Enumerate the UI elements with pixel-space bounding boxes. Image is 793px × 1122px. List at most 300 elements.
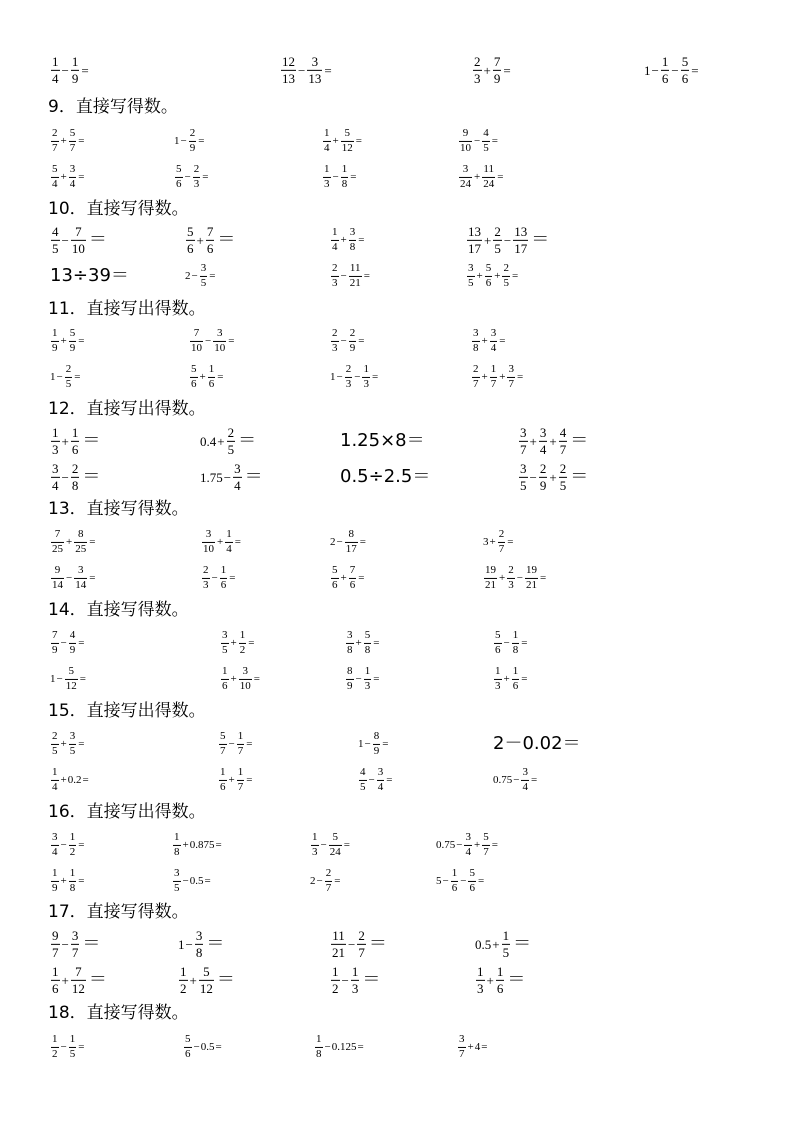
fraction xyxy=(473,55,482,85)
equals-sign: = xyxy=(521,636,528,649)
numerator: 7 xyxy=(75,963,82,979)
denominator: 2 xyxy=(180,980,187,996)
numerator: 1 xyxy=(52,1032,58,1045)
math-expression xyxy=(50,965,107,995)
denominator: 8 xyxy=(174,845,180,858)
fraction xyxy=(189,128,197,154)
math-expression xyxy=(50,462,100,492)
numerator: 3 xyxy=(77,563,84,576)
numerator: 1 xyxy=(52,326,58,339)
minus-sign: − xyxy=(336,370,343,383)
equals-sign: ＝ xyxy=(513,933,532,954)
fraction xyxy=(51,529,64,555)
numerator: 7 xyxy=(75,223,82,239)
numerator: 5 xyxy=(483,830,489,843)
denominator: 3 xyxy=(312,845,318,858)
denominator: 5 xyxy=(360,780,366,793)
fraction xyxy=(494,630,502,656)
fraction xyxy=(331,965,340,995)
math-expression xyxy=(330,529,367,555)
fraction xyxy=(51,767,59,793)
numerator: 2 xyxy=(189,126,196,139)
denominator: 3 xyxy=(332,276,338,289)
fraction xyxy=(71,225,86,255)
denominator: 4 xyxy=(522,780,528,793)
denominator: 9 xyxy=(493,70,501,86)
numerator: 3 xyxy=(468,261,474,274)
equals-sign: = xyxy=(78,874,85,887)
math-expression xyxy=(436,832,499,858)
equals-sign: = xyxy=(202,170,209,183)
numerator: 5 xyxy=(469,866,475,879)
numerator: 3 xyxy=(311,53,319,69)
fraction xyxy=(329,832,342,858)
numerator: 7 xyxy=(493,53,501,69)
fraction xyxy=(195,929,204,959)
number: 1 xyxy=(358,737,364,750)
denominator: 7 xyxy=(520,441,527,457)
numerator: 1 xyxy=(332,963,339,979)
math-expression: 2－0.02＝ xyxy=(493,733,581,754)
math-expression xyxy=(172,868,212,894)
numerator: 2 xyxy=(203,563,209,576)
math-expression xyxy=(472,55,512,85)
plus-sign: + xyxy=(486,972,494,988)
numerator: 3 xyxy=(52,830,58,843)
denominator: 5 xyxy=(174,881,180,894)
plus-sign: + xyxy=(473,838,481,851)
denominator: 21 xyxy=(349,276,361,289)
numerator: 1 xyxy=(316,1032,322,1045)
fraction xyxy=(202,529,215,555)
math-expression xyxy=(50,364,81,390)
fraction xyxy=(681,55,690,85)
denominator: 4 xyxy=(226,542,232,555)
denominator: 3 xyxy=(363,377,369,390)
math-expression xyxy=(436,868,485,894)
denominator: 6 xyxy=(52,980,59,996)
numerator: 1 xyxy=(52,866,58,879)
denominator: 9 xyxy=(52,881,58,894)
math-expression xyxy=(345,630,380,656)
section-heading: 15．直接写出得数。 xyxy=(48,701,206,721)
denominator: 5 xyxy=(227,441,235,457)
fraction xyxy=(227,426,236,456)
section-heading: 17．直接写得数。 xyxy=(48,902,189,922)
denominator: 6 xyxy=(496,980,504,996)
math-expression xyxy=(50,630,85,656)
math-expression xyxy=(50,731,85,757)
fraction xyxy=(502,929,511,959)
numerator: 3 xyxy=(200,261,207,274)
fraction xyxy=(69,731,77,757)
fraction xyxy=(51,225,60,255)
fraction xyxy=(331,227,339,253)
numerator: 1 xyxy=(52,424,59,440)
denominator: 12 xyxy=(65,679,77,692)
numerator: 3 xyxy=(508,362,514,375)
plus-sign: + xyxy=(230,636,237,649)
minus-sign: − xyxy=(324,1040,331,1053)
denominator: 5 xyxy=(52,744,58,757)
section-heading: 18．直接写得数。 xyxy=(48,1003,189,1023)
equals-sign: = xyxy=(334,874,341,887)
fraction xyxy=(186,225,195,255)
numerator: 3 xyxy=(242,664,248,677)
numerator: 11 xyxy=(483,162,495,175)
number: 0.125 xyxy=(331,1040,357,1053)
plus-sign: + xyxy=(60,170,67,183)
minus-sign: − xyxy=(56,672,63,685)
math-expression xyxy=(493,630,528,656)
equals-sign: ＝ xyxy=(88,229,107,250)
denominator: 7 xyxy=(71,944,79,960)
equals-sign: = xyxy=(78,838,85,851)
math-expression xyxy=(50,929,100,959)
math-expression xyxy=(280,55,333,85)
math-expression xyxy=(218,767,253,793)
plus-sign: + xyxy=(489,535,496,548)
denominator: 3 xyxy=(52,441,59,457)
minus-sign: − xyxy=(474,134,481,147)
denominator: 2 xyxy=(332,980,339,996)
numerator: 1 xyxy=(69,830,76,843)
denominator: 3 xyxy=(508,578,514,591)
numerator: 2 xyxy=(71,460,79,476)
numerator: 1 xyxy=(495,664,501,677)
fraction xyxy=(349,328,357,354)
denominator: 8 xyxy=(71,477,79,493)
numerator: 1 xyxy=(71,53,79,69)
numerator: 1 xyxy=(220,563,227,576)
minus-sign: − xyxy=(671,62,679,78)
math-expression xyxy=(200,462,263,492)
numerator: 5 xyxy=(187,223,194,239)
number: 2 xyxy=(185,269,191,282)
fraction xyxy=(206,225,215,255)
plus-sign: + xyxy=(529,433,537,449)
fraction xyxy=(51,426,60,456)
numerator: 1 xyxy=(324,162,330,175)
denominator: 13 xyxy=(282,70,295,86)
math-expression xyxy=(314,1034,365,1060)
denominator: 3 xyxy=(203,578,209,591)
minus-sign: − xyxy=(66,571,73,584)
numerator: 9 xyxy=(54,563,61,576)
plus-sign: + xyxy=(499,370,506,383)
numerator: 1 xyxy=(332,225,338,238)
denominator: 7 xyxy=(220,744,226,757)
fraction xyxy=(71,426,80,456)
fraction xyxy=(51,565,64,591)
numerator: 5 xyxy=(344,126,350,139)
numerator: 1 xyxy=(239,628,246,641)
denominator: 9 xyxy=(347,679,353,692)
denominator: 6 xyxy=(485,276,492,289)
math-expression xyxy=(174,164,209,190)
fraction xyxy=(482,128,490,154)
fraction xyxy=(512,630,520,656)
equals-sign: ＝ xyxy=(362,969,381,990)
math-expression xyxy=(330,364,379,390)
numerator: 3 xyxy=(490,326,497,339)
numerator: 1 xyxy=(364,664,371,677)
fraction xyxy=(71,929,80,959)
fraction xyxy=(51,731,59,757)
fraction xyxy=(345,529,358,555)
equals-sign: = xyxy=(499,334,506,347)
numerator: 1 xyxy=(220,765,226,778)
equals-sign: ＝ xyxy=(82,466,101,487)
numerator: 1 xyxy=(351,963,359,979)
section-heading: 16．直接写出得数。 xyxy=(48,802,206,822)
denominator: 17 xyxy=(514,240,528,256)
numerator: 3 xyxy=(459,1032,465,1045)
math-expression xyxy=(218,731,253,757)
numerator: 1 xyxy=(52,765,58,778)
math-expression xyxy=(458,128,499,154)
math-expression xyxy=(330,965,380,995)
equals-sign: = xyxy=(521,672,528,685)
numerator: 3 xyxy=(69,162,76,175)
numerator: 2 xyxy=(503,261,509,274)
fraction xyxy=(346,630,354,656)
numerator: 3 xyxy=(222,628,228,641)
fraction xyxy=(175,164,183,190)
minus-sign: − xyxy=(180,134,187,147)
numerator: 1 xyxy=(226,527,232,540)
numerator: 1 xyxy=(180,963,187,979)
math-expression xyxy=(201,529,242,555)
denominator: 10 xyxy=(71,240,85,256)
numerator: 2 xyxy=(349,326,356,339)
fraction xyxy=(323,128,331,154)
denominator: 10 xyxy=(191,341,202,354)
equals-sign: = xyxy=(78,737,85,750)
numerator: 8 xyxy=(347,664,353,677)
numerator: 19 xyxy=(525,563,537,576)
fraction xyxy=(467,225,482,255)
math-expression xyxy=(185,263,216,289)
numerator: 3 xyxy=(71,927,79,943)
denominator: 4 xyxy=(52,70,59,86)
fraction xyxy=(51,630,59,656)
numerator: 1 xyxy=(52,53,59,69)
fraction xyxy=(451,868,459,894)
numerator: 13 xyxy=(514,223,528,239)
denominator: 5 xyxy=(483,141,489,154)
denominator: 3 xyxy=(193,177,200,190)
fraction xyxy=(559,462,568,492)
fraction xyxy=(357,929,366,959)
equals-sign: = xyxy=(386,773,393,786)
math-expression xyxy=(172,832,223,858)
denominator: 9 xyxy=(189,141,196,154)
denominator: 6 xyxy=(208,377,215,390)
denominator: 5 xyxy=(52,240,59,256)
numerator: 7 xyxy=(206,223,214,239)
denominator: 12 xyxy=(341,141,353,154)
math-expression xyxy=(50,328,85,354)
math-expression xyxy=(50,225,107,255)
numerator: 3 xyxy=(522,765,528,778)
denominator: 9 xyxy=(69,341,76,354)
numerator: 5 xyxy=(495,628,501,641)
numerator: 11 xyxy=(332,927,345,943)
section-heading: 11．直接写出得数。 xyxy=(48,299,206,319)
equals-sign: = xyxy=(373,636,380,649)
minus-sign: − xyxy=(61,936,69,952)
fraction xyxy=(69,868,77,894)
fraction xyxy=(346,666,354,692)
minus-sign: − xyxy=(223,469,232,485)
denominator: 3 xyxy=(477,980,484,996)
numerator: 1 xyxy=(490,362,497,375)
math-expression xyxy=(50,565,96,591)
denominator: 7 xyxy=(325,881,332,894)
numerator: 2 xyxy=(325,866,332,879)
math-expression xyxy=(50,164,85,190)
math-expression xyxy=(358,767,393,793)
equals-sign: = xyxy=(359,535,366,548)
equals-sign: = xyxy=(81,62,89,78)
fraction xyxy=(65,666,78,692)
numerator: 5 xyxy=(364,628,371,641)
fraction xyxy=(493,225,502,255)
fraction xyxy=(507,565,515,591)
math-expression xyxy=(493,767,538,793)
numerator: 5 xyxy=(69,126,76,139)
minus-sign: − xyxy=(529,469,537,485)
minus-sign: − xyxy=(348,936,356,952)
denominator: 6 xyxy=(220,780,226,793)
fraction xyxy=(315,1034,323,1060)
denominator: 2 xyxy=(52,1047,58,1060)
numerator: 1 xyxy=(451,866,458,879)
fraction xyxy=(179,965,188,995)
fraction xyxy=(512,666,520,692)
math-expression xyxy=(475,965,525,995)
math-expression xyxy=(322,128,363,154)
plus-sign: + xyxy=(355,636,362,649)
numerator: 2 xyxy=(473,362,479,375)
equals-sign: = xyxy=(228,334,235,347)
fraction xyxy=(202,565,210,591)
fraction xyxy=(51,328,59,354)
equals-sign: = xyxy=(209,269,216,282)
denominator: 5 xyxy=(503,276,509,289)
denominator: 6 xyxy=(176,177,182,190)
fraction xyxy=(539,462,548,492)
minus-sign: − xyxy=(205,334,212,347)
denominator: 3 xyxy=(364,679,371,692)
numerator: 5 xyxy=(52,162,58,175)
plus-sign: + xyxy=(492,936,500,952)
denominator: 5 xyxy=(69,1047,76,1060)
denominator: 7 xyxy=(237,744,244,757)
minus-sign: − xyxy=(193,1040,200,1053)
minus-sign: − xyxy=(332,170,339,183)
denominator: 5 xyxy=(468,276,474,289)
equals-sign: = xyxy=(78,134,85,147)
equals-sign: = xyxy=(229,571,236,584)
equals-sign: = xyxy=(253,672,260,685)
plus-sign: + xyxy=(182,838,189,851)
minus-sign: − xyxy=(355,672,362,685)
fraction xyxy=(51,1034,59,1060)
number: 3 xyxy=(483,535,489,548)
numerator: 12 xyxy=(282,53,295,69)
denominator: 10 xyxy=(239,679,251,692)
denominator: 6 xyxy=(220,578,227,591)
denominator: 3 xyxy=(351,980,359,996)
denominator: 6 xyxy=(469,881,475,894)
equals-sign: = xyxy=(246,737,253,750)
numerator: 2 xyxy=(508,563,514,576)
fraction xyxy=(494,666,502,692)
plus-sign: + xyxy=(60,134,67,147)
plus-sign: + xyxy=(549,469,557,485)
number: 1.75 xyxy=(200,469,223,485)
equals-sign: = xyxy=(198,134,205,147)
plus-sign: + xyxy=(494,269,501,282)
equals-sign: = xyxy=(78,334,85,347)
math-expression xyxy=(200,426,256,456)
number: 0.4 xyxy=(200,433,217,449)
numerator: 5 xyxy=(220,729,226,742)
equals-sign: ＝ xyxy=(531,229,550,250)
numerator: 3 xyxy=(520,460,527,476)
fraction xyxy=(364,630,372,656)
denominator: 7 xyxy=(498,542,505,555)
numerator: 19 xyxy=(485,563,496,576)
denominator: 9 xyxy=(52,341,58,354)
section-heading: 9．直接写得数。 xyxy=(48,97,178,117)
fraction xyxy=(173,868,181,894)
math-expression xyxy=(471,364,524,390)
denominator: 6 xyxy=(661,70,669,86)
plus-sign: + xyxy=(217,433,225,449)
minus-sign: − xyxy=(228,737,235,750)
numerator: 5 xyxy=(332,830,338,843)
fraction xyxy=(200,263,208,289)
fraction xyxy=(69,328,77,354)
math-expression xyxy=(644,55,700,85)
fraction xyxy=(351,965,360,995)
equals-sign: = xyxy=(78,170,85,183)
numerator: 5 xyxy=(485,261,492,274)
math-expression xyxy=(330,929,387,959)
fraction xyxy=(225,529,233,555)
denominator: 6 xyxy=(71,441,79,457)
denominator: 7 xyxy=(559,441,567,457)
fraction xyxy=(519,426,528,456)
fraction xyxy=(464,832,472,858)
numerator: 3 xyxy=(520,424,527,440)
numerator: 11 xyxy=(349,261,361,274)
math-expression xyxy=(466,263,519,289)
denominator: 9 xyxy=(69,643,76,656)
fraction xyxy=(459,128,472,154)
math-expression xyxy=(322,164,357,190)
fraction xyxy=(496,965,505,995)
math-expression xyxy=(50,55,90,85)
denominator: 24 xyxy=(483,177,495,190)
equals-sign: ＝ xyxy=(570,430,589,451)
denominator: 9 xyxy=(349,341,356,354)
denominator: 3 xyxy=(495,679,501,692)
fraction xyxy=(490,328,498,354)
